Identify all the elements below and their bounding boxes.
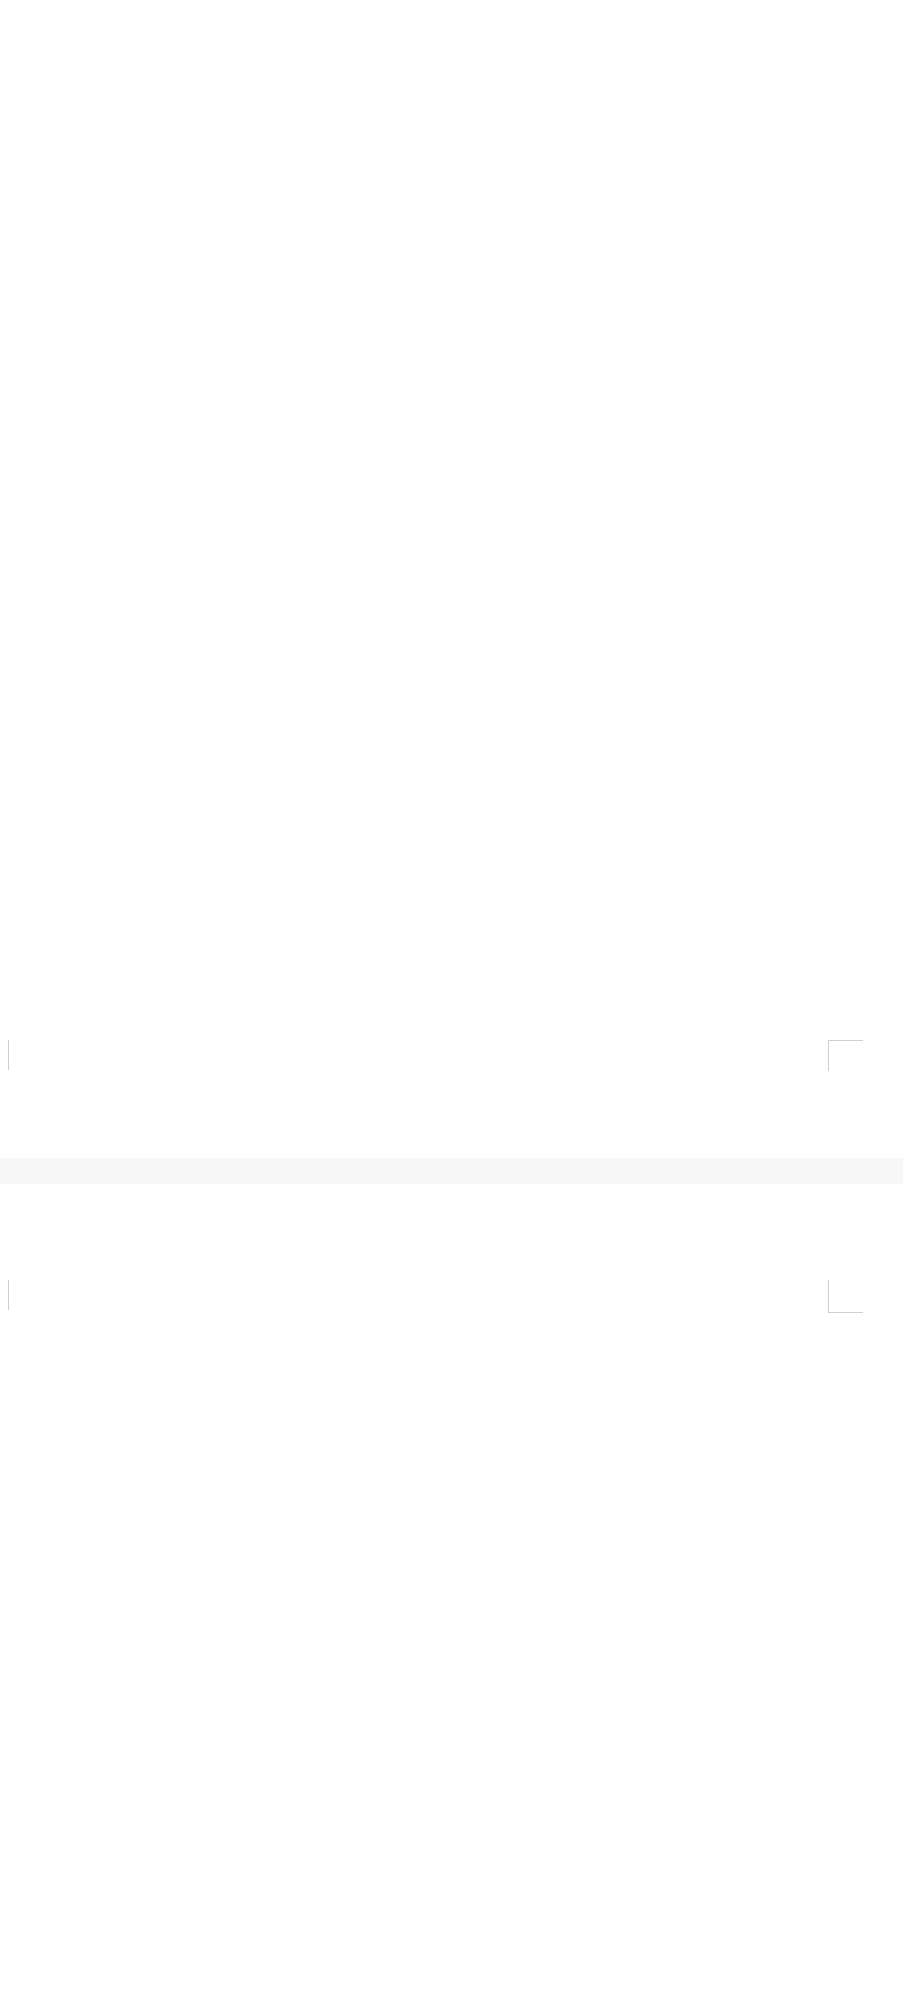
- page-bottom: [0, 1280, 903, 2014]
- page-corner-mark: [0, 1040, 9, 1070]
- page-gap-band: [0, 1158, 903, 1184]
- page-corner-mark: [828, 1040, 863, 1071]
